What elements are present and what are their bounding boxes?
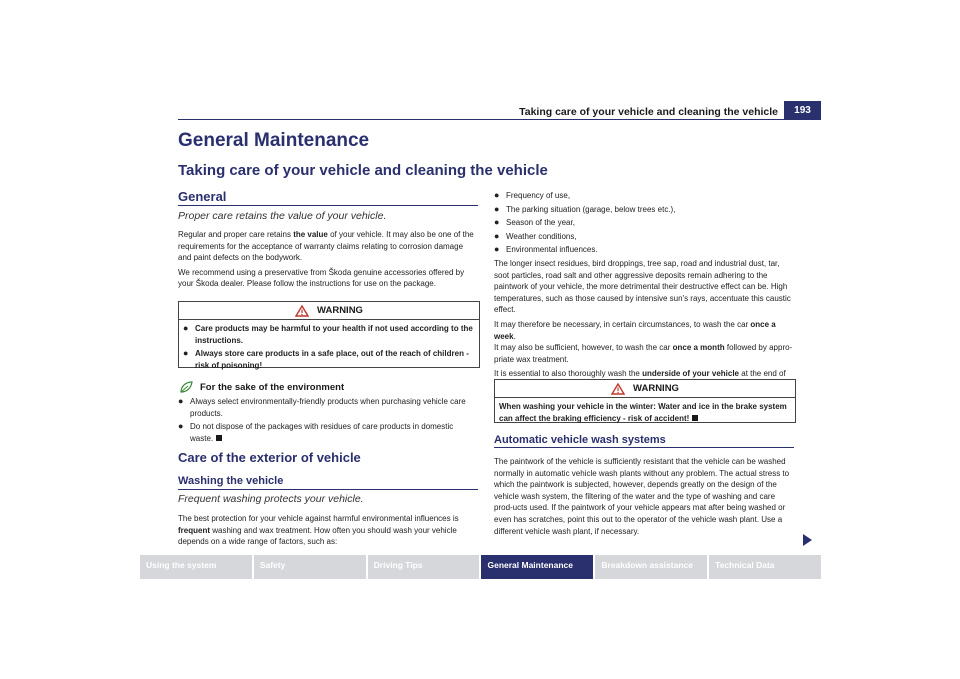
factor-item: ● Season of the year, (494, 217, 575, 228)
warning-title: WARNING (317, 305, 363, 316)
warning-item: ● Care products may be harmful to your health if not used according to the instructions. (183, 323, 473, 345)
general-heading-rule (178, 205, 478, 206)
washing-heading: Washing the vehicle (178, 475, 284, 487)
auto-wash-heading-rule (494, 447, 794, 448)
paragraph-value: Regular and proper care retains the value of your vehicle. It may also be one of the requirements for the acceptance of warranty claims relating to corrosion damage and paint defects on the bodywork. (178, 230, 474, 263)
warning-triangle-icon (295, 305, 309, 317)
general-lead: Proper care retains the value of your vehicle. (178, 210, 387, 222)
footer-chapter-tabs (140, 555, 821, 579)
warning-header (179, 302, 479, 320)
right-body (494, 258, 794, 392)
warning-box-winter (494, 379, 796, 423)
washing-lead: Frequent washing protects your vehicle. (178, 493, 364, 505)
left-body-top (178, 229, 478, 290)
paragraph-preservative: We recommend using a preservative from Škoda genuine accessories offered by your Škoda dealer. Please follow the instructions for use on the package. (178, 267, 465, 289)
paragraph-underside: It is essential to also thoroughly wash the underside of your vehicle at the end of (494, 369, 786, 379)
environment-item: ● Do not dispose of the packages with residues of care products in domestic waste. (178, 421, 454, 443)
section-title: Taking care of your vehicle and cleaning the vehicle (178, 162, 548, 179)
environment-heading: For the sake of the environment (200, 381, 345, 393)
tab-driving-tips[interactable]: Driving Tips (368, 555, 480, 579)
tab-safety[interactable]: Safety (254, 555, 366, 579)
chapter-title: General Maintenance (178, 130, 370, 151)
auto-wash-heading: Automatic vehicle wash systems (494, 434, 666, 446)
recycle-leaf-icon (178, 380, 194, 394)
factor-item: ● The parking situation (garage, below trees etc.), (494, 203, 676, 214)
environment-heading-row (178, 380, 344, 394)
running-header-title: Taking care of your vehicle and cleaning the vehicle (519, 106, 778, 118)
general-heading: General (178, 189, 227, 204)
next-page-arrow-icon[interactable] (803, 534, 812, 546)
paragraph-monthly: It may also be sufficient, however, to wash the car once a month followed by appro-priate wax treatment. (494, 343, 793, 364)
end-of-section-icon (216, 435, 222, 441)
environment-list (178, 396, 478, 446)
tab-breakdown-assistance[interactable]: Breakdown assistance (595, 555, 707, 579)
warning-header (495, 380, 795, 398)
factor-item: ● Weather conditions, (494, 230, 577, 241)
warning-text: When washing your vehicle in the winter: Water and ice in the brake system can affect the braking efficiency - risk of accident! (499, 402, 787, 423)
header-rule (178, 119, 821, 120)
tab-using-the-system[interactable]: Using the system (140, 555, 252, 579)
warning-triangle-icon (611, 383, 625, 395)
paragraph-weekly: It may therefore be necessary, in certain circumstances, to wash the car once a week. (494, 319, 776, 341)
tab-technical-data[interactable]: Technical Data (709, 555, 821, 579)
washing-heading-rule (178, 489, 478, 490)
washing-paragraph: The best protection for your vehicle against harmful environmental influences is frequent washing and wax treatment. How often you should wash your vehicle depends on a wide range of factors, such as: (178, 514, 459, 547)
factor-item: ● Environmental influences. (494, 244, 598, 255)
end-of-section-icon (692, 415, 698, 421)
page-number-badge: 193 (784, 101, 821, 119)
factors-list (494, 190, 794, 258)
tab-general-maintenance[interactable]: General Maintenance (481, 555, 593, 579)
environment-item: ● Always select environmentally-friendly products when purchasing vehicle care products. (178, 396, 466, 418)
auto-wash-paragraph: The paintwork of the vehicle is sufficiently resistant that the vehicle can be washed normally in automatic vehicle wash plants without any problem. The actual stress to which the paintwork is subjected, however, depends greatly on the design of the vehicle wash system, the filtering of the water and the type of washing and care prod-ucts used. If the paintwork of your vehicle appears mat after being washed or even has scratches, point this out to the operator of the vehicle wash plant. Use a different vehicle wash plant, if necessary. (494, 457, 790, 536)
paragraph-deposits: The longer insect residues, bird droppings, tree sap, road and industrial dust, tar, soot particles, road salt and other aggressive deposits remain adhering to the paintwork of your vehicle, the more detrimental their destructive effect can be. High temperatures, such as those caused by intensive sun's rays, accentuate this caustic effect. (494, 259, 791, 315)
exterior-heading: Care of the exterior of vehicle (178, 450, 361, 465)
warning-item: ● Always store care products in a safe place, out of the reach of children - risk of poisoning! (183, 348, 469, 370)
warning-title: WARNING (633, 383, 679, 394)
factor-item: ● Frequency of use, (494, 190, 571, 200)
warning-box-care-products (178, 301, 480, 368)
